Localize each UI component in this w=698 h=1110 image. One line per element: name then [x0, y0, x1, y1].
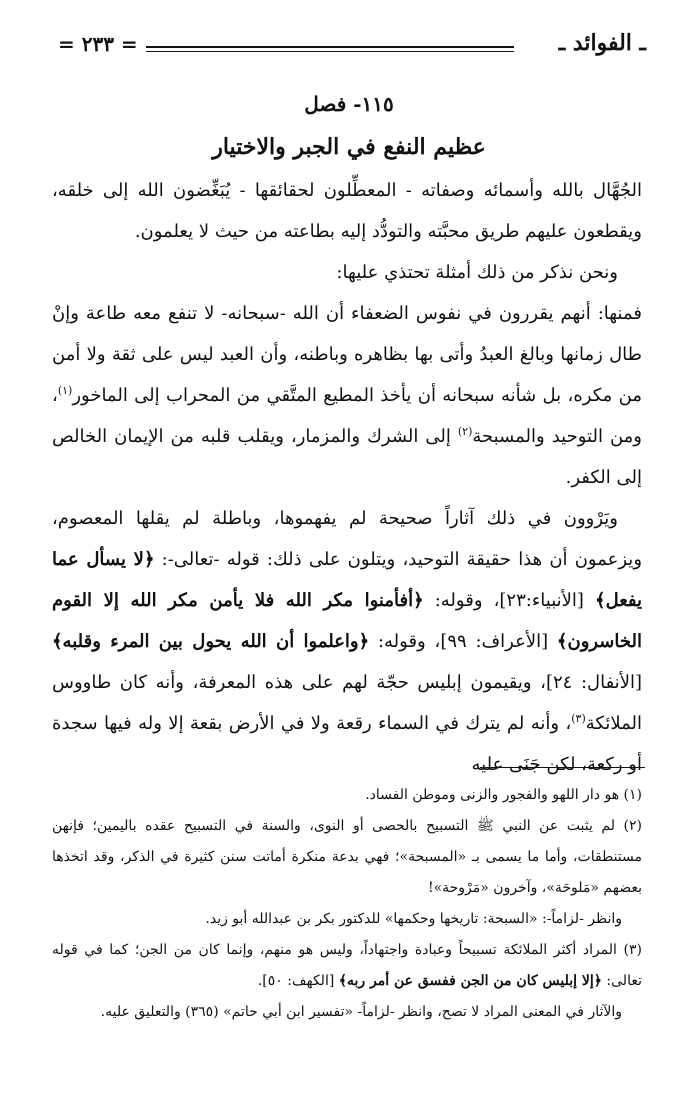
- paragraph-4-part-b: [الأنبياء:٢٣]، وقوله:: [423, 590, 596, 611]
- footnote-2-see-also: وانظر -لزاماً-: «السبحة: تاريخها وحكمها» للدكتور بكر بن عبدالله أبو زيد.: [205, 911, 622, 927]
- footnote-ref-2: (٢): [457, 425, 473, 438]
- section-number: ١١٥- فصل: [304, 92, 394, 116]
- quran-verse-anfal: ﴿واعلموا أن الله يحول بين المرء وقلبه﴾: [52, 631, 370, 652]
- footnote-3-ref: [الكهف: ٥٠].: [257, 973, 339, 989]
- footnote-separator: [480, 767, 645, 768]
- quran-verse-anbiya: ﴿لا يسأل عما يفعل﴾: [52, 549, 642, 611]
- paragraph-4-part-d: [الأنفال: ٢٤]، ويقيمون إبليس حجّة لهم على هذه المعرفة، وأنه كان طاووس الملائكة: [52, 672, 642, 734]
- header-rule: [146, 46, 514, 52]
- footnote-3-see-also: والآثار في المعنى المراد لا تصح، وانظر -لزاماً- «تفسير ابن أبي حاتم» (٣٦٥) والتعليق عليه.: [100, 1004, 622, 1020]
- paragraph-4: [52, 498, 642, 785]
- quran-verse-araf: ﴿أفأمنوا مكر الله فلا يأمن مكر الله إلا القوم الخاسرون﴾: [52, 590, 642, 652]
- footnote-1: (١) هو دار اللهو والفجور والزنى وموطن الفساد.: [365, 787, 642, 803]
- paragraph-3-part-b: ، ومن التوحيد والمسبحة: [52, 385, 642, 447]
- paragraph-4-part-e: ، وأنه لم يترك في السماء رقعة ولا في الأرض بقعة إلا وله فيها سجدة أو ركعة، لكن جَنَى عليه: [52, 713, 642, 775]
- paragraph-4-part-a: ويَرْوون في ذلك آثاراً صحيحة لم يفهموها، وباطلة لم يقلها المعصوم، ويزعمون أن هذا حقيقة التوحيد، ويتلون على ذلك: قوله -تعالى-:: [52, 508, 643, 570]
- paragraph-1: الجُهَّال بالله وأسمائه وصفاته - المعطِّلون لحقائقها - يُبَغِّضون الله إلى خلقه، ويقطعون عليهم طريق محبَّته والتودُّد إليه بطاعته من حيث لا يعلمون.: [52, 180, 642, 242]
- book-title: ـ الفوائد ـ: [558, 30, 646, 56]
- paragraph-3-part-c: إلى الشرك والمزمار، ويقلب قلبه من الإيمان الخالص إلى الكفر.: [52, 426, 642, 488]
- footnote-ref-1: (١): [57, 384, 73, 397]
- running-header: [58, 28, 646, 62]
- section-title: عظيم النفع في الجبر والاختيار: [212, 134, 486, 160]
- paragraph-4-part-c: [الأعراف: ٩٩]، وقوله:: [369, 631, 557, 652]
- quran-verse-kahf: ﴿إلا إبليس كان من الجن ففسق عن أمر ربه﴾: [338, 973, 602, 989]
- footnote-2: (٢) لم يثبت عن النبي ﷺ التسبيح بالحصى أو النوى، والسنة في التسبيح عقده باليمين؛ فإنهن مستنطقات، وأما ما يسمى بـ «المسبحة»؛ فهي بدعة منكرة أماتت سنن كثيرة في الذكر، وقد اتخذها بعضهم «مَلوحَة»، وآخرون «مَرْوحة»!: [52, 818, 643, 896]
- paragraph-2: ونحن نذكر من ذلك أمثلة تحتذي عليها:: [336, 262, 618, 283]
- paragraph-3: [52, 293, 642, 498]
- footnote-3: [52, 935, 642, 997]
- main-text: [52, 170, 642, 785]
- paragraph-3-part-a: فمنها: أنهم يقررون في نفوس الضعفاء أن الله -سبحانه- لا تنفع معه طاعة وإنْ طال زمانها وبالغ العبدُ وأتى بها بظاهره وباطنه، وأن العبد ليس على ثقة ولا أمن من مكره، بل شأنه سبحانه أن يأخذ المطيع المتَّقي من المحراب إلى الماخور: [52, 303, 642, 406]
- footnote-ref-3: (٣): [571, 712, 586, 725]
- page-number: = ٢٣٣ =: [58, 32, 138, 56]
- footnote-3-text: (٣) المراد أكثر الملائكة تسبيحاً وعبادة واجتهاداً، وليس هو منهم، وإنما كان من الجن؛ كما في قوله تعالى:: [52, 942, 642, 989]
- footnotes: [52, 780, 642, 1028]
